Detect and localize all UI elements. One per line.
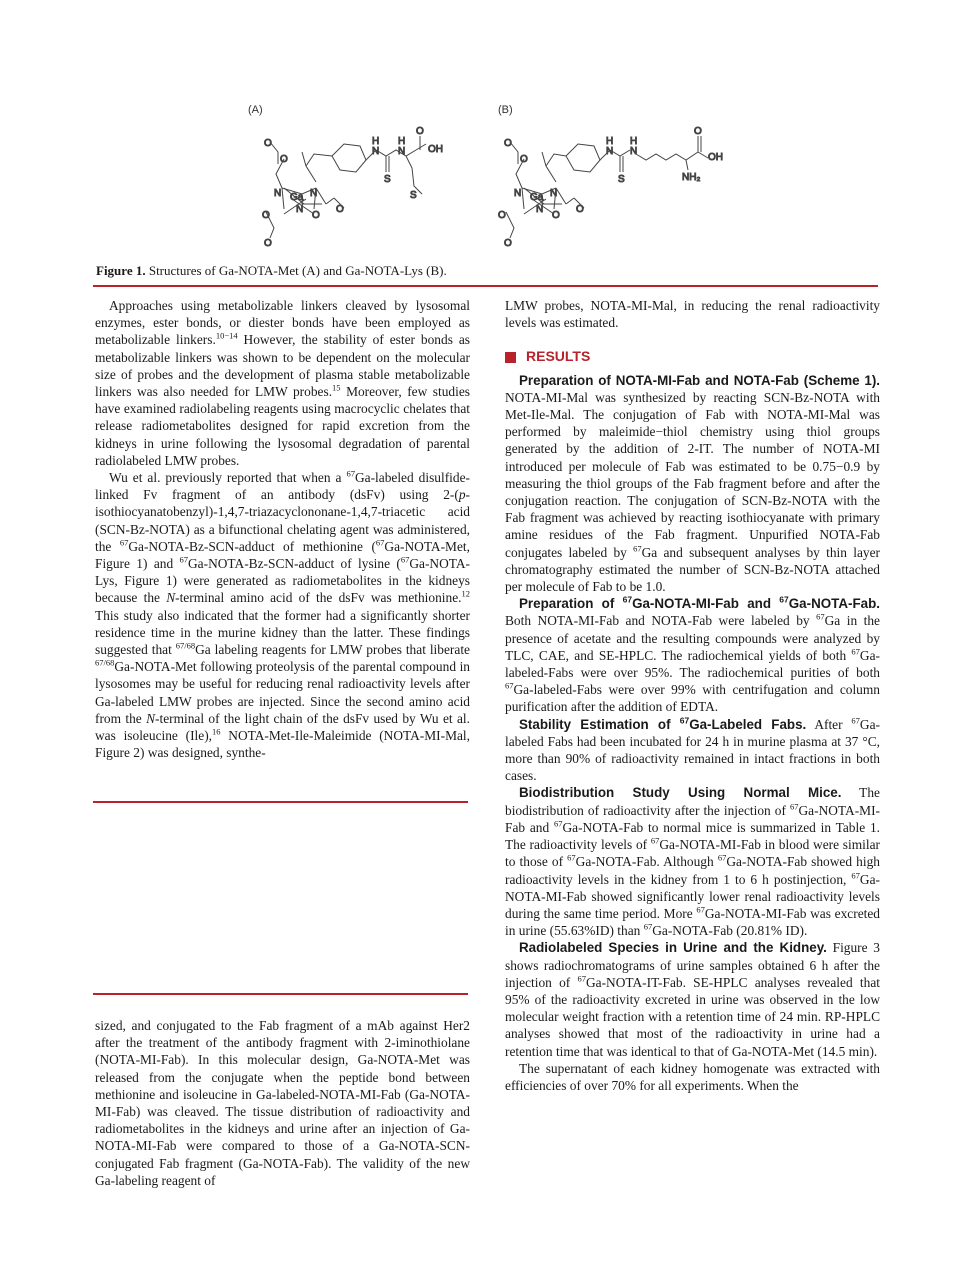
svg-text:N: N [630, 146, 638, 157]
caption-text: Structures of Ga-NOTA-Met (A) and Ga-NOTA-Lys (B). [145, 263, 447, 278]
caption-label: Figure 1. [96, 263, 146, 278]
citation: 10−14 [215, 330, 238, 341]
paragraph: The supernatant of each kidney homogenate was extracted with efficiencies of over 70% for all experiments. When the [505, 1060, 880, 1093]
svg-text:O: O [552, 210, 560, 221]
citation: 12 [461, 588, 471, 599]
paragraph: Preparation of NOTA-MI-Fab and NOTA-Fab (Scheme 1). NOTA-MI-Mal was synthesized by reacting SCN-Bz-NOTA with Met-Ile-Mal. The conjugation of Fab with NOTA-MI-Mal was performed by maleimide−thiol chemistry using thiol groups generated by the addition of 2-IT. The number of NOTA-MI introduced per molecule of Fab was estimated to be 0.75−0.9 by measuring the thiol groups of the Fab fragment before and after the conjugation reaction. The conjugation of SCN-Bz-NOTA with the Fab fragment was achieved by reacting isothiocyanate with primary amine residues of the Fab fragment. Unpurified NOTA-Fab conjugates labeled by $^{67}$Ga and subsequent analyses by thin layer chromatography estimated the number of SCN-Bz-NOTA attached per molecule of Fab to be 1.0. [505, 372, 880, 595]
svg-text:S: S [384, 174, 391, 185]
column-divider-bottom [93, 993, 468, 995]
svg-text:H: H [630, 136, 638, 147]
paragraph: Biodistribution Study Using Normal Mice. The biodistribution of radioactivity after the injection of $^{67}$Ga-NOTA-MI-Fab and $^{67}$Ga-NOTA-Fab to normal mice is summarized in Table 1. The radioactivity levels of $^{67}$Ga-NOTA-MI-Fab in blood were similar to those of $^{67}$Ga-NOTA-Fab. Although $^{67}$Ga-NOTA-Fab showed high radioactivity levels in the kidney from 1 to 6 h postinjection, $^{67}$Ga-NOTA-MI-Fab showed significantly lower renal radioactivity levels during the same time period. More $^{67}$Ga-NOTA-MI-Fab was excreted in urine (55.63%ID) than $^{67}$Ga-NOTA-Fab (20.81% ID). [505, 785, 880, 939]
svg-text:O: O [520, 154, 528, 165]
svg-text:O: O [416, 126, 424, 137]
figure-caption [96, 263, 447, 279]
paragraph: Wu et al. previously reported that when a $^{67}$Ga-labeled disulfide-linked Fv fragment of an antibody (dsFv) using 2-(p-isothiocyanatobenzyl)-1,4,7-triazacyclononane-1,4,7-triacetic acid (SCN-Bz-NOTA) as a bifunctional chelating agent was administered, the $^{67}$Ga-NOTA-Bz-SCN-adduct of methionine ($^{67}$Ga-NOTA-Met, Figure 1) and $^{67}$Ga-NOTA-Bz-SCN-adduct of lysine ($^{67}$Ga-NOTA-Lys, Figure 1) were generated as radiometabolites in the kidneys because the N-terminal amino acid of the dsFv was methionine.$^{12}$ This study also indicated that the former had a significantly shorter residence time in the murine kidney than the latter. These findings suggested that $^{67/68}$Ga labeling reagents for LMW probes that liberate $^{67/68}$Ga-NOTA-Met following proteolysis of the parental compound in lysosomes may be useful for reducing renal radioactivity levels after Ga-labeled LMW probes are injected. Since the second amino acid from the N-terminal of the light chain of the dsFv used by Wu et al. was isoleucine (Ile),$^{16}$ NOTA-Met-Ile-Maleimide (NOTA-MI-Mal, Figure 2) was designed, synthe- [95, 468, 471, 761]
svg-text:S: S [410, 190, 417, 201]
section-square-icon [505, 352, 516, 363]
svg-text:N: N [274, 188, 282, 199]
svg-text:O: O [312, 210, 320, 221]
ga-nota-lys-structure [494, 104, 744, 254]
svg-text:N: N [514, 188, 522, 199]
paragraph: Stability Estimation of $^{67}$Ga-Labeled Fabs. After $^{67}$Ga-labeled Fabs had been incubated for 24 h in murine plasma at 37 °C, more than 90% of radioactivity remained in intact fractions in both cases. [505, 715, 880, 784]
svg-text:S: S [618, 174, 625, 185]
svg-text:O: O [694, 126, 702, 137]
svg-text:O: O [336, 204, 344, 215]
column-divider-top [93, 801, 468, 803]
figure-divider [93, 285, 878, 287]
svg-text:O: O [264, 238, 272, 249]
paragraph: LMW probes, NOTA-MI-Mal, in reducing the renal radioactivity levels was estimated. [505, 298, 880, 331]
svg-text:N: N [536, 204, 544, 215]
svg-text:NH₂: NH₂ [682, 172, 701, 183]
svg-text:N: N [606, 146, 614, 157]
runin-heading: Preparation of NOTA-MI-Fab and NOTA-Fab (Scheme 1). [519, 372, 880, 388]
runin-heading: Stability Estimation of $^{67}$Ga-Labeled Fabs. [519, 715, 807, 732]
svg-text:O: O [576, 204, 584, 215]
left-column-upper [95, 297, 470, 761]
svg-text:H: H [398, 136, 406, 147]
paragraph: sized, and conjugated to the Fab fragment of a mAb against Her2 after the treatment of the antibody fragment with 2-iminothiolane (NOTA-MI-Fab). In this molecular design, Ga-NOTA-Met was released from the conjugate when the peptide bond between methionine and isoleucine in Ga-labeled-NOTA-MI-Fab (Ga-NOTA-MI-Fab) was cleaved. The tissue distribution of radioactivity and radiometabolites in the kidneys and urine after an injection of Ga-NOTA-MI-Fab were compared to those of a Ga-NOTA-SCN-conjugated Fab fragment (Ga-NOTA-Fab). The validity of the new Ga-labeling reagent of [95, 1018, 470, 1188]
citation: 15 [332, 382, 341, 393]
right-column [505, 297, 880, 1094]
svg-text:N: N [310, 188, 318, 199]
runin-heading: Preparation of $^{67}$Ga-NOTA-MI-Fab and $^{67}$Ga-NOTA-Fab. [519, 594, 880, 612]
svg-text:OH: OH [428, 144, 443, 155]
runin-heading: Radiolabeled Species in Urine and the Kidney. [519, 940, 827, 956]
section-heading-results: RESULTS [505, 348, 880, 365]
svg-text:Ga: Ga [530, 192, 544, 203]
svg-text:Ga: Ga [290, 192, 304, 203]
svg-text:H: H [372, 136, 380, 147]
svg-text:O: O [280, 154, 288, 165]
svg-text:H: H [606, 136, 614, 147]
ga-nota-met-structure [244, 104, 484, 254]
figure-1-panel-a [244, 104, 484, 254]
svg-text:N: N [372, 146, 380, 157]
citation: 16 [212, 726, 221, 737]
svg-text:N: N [296, 204, 304, 215]
svg-text:O: O [498, 210, 506, 221]
left-column-lower [95, 1017, 470, 1189]
svg-text:N: N [398, 146, 406, 157]
svg-text:O: O [262, 210, 270, 221]
svg-text:O: O [504, 238, 512, 249]
panel-a-label: (A) [248, 104, 263, 116]
svg-text:O: O [504, 138, 512, 149]
svg-text:OH: OH [708, 152, 723, 163]
figure-1-panel-b [494, 104, 744, 254]
paragraph: Radiolabeled Species in Urine and the Kidney. Figure 3 shows radiochromatograms of urine samples obtained 6 h after the injection of $^{67}$Ga-NOTA-IT-Fab. SE-HPLC analyses revealed that 95% of the radioactivity excreted in urine was observed in the low molecular weight fraction with a retention time of 24 min. RP-HPLC analyses showed that most of the radioactivity in urine had a retention time that was identical to that of Ga-NOTA-Met (14.5 min). [505, 940, 880, 1059]
runin-heading: Biodistribution Study Using Normal Mice. [519, 785, 842, 801]
panel-b-label: (B) [498, 104, 513, 116]
svg-text:O: O [264, 138, 272, 149]
paragraph: Preparation of $^{67}$Ga-NOTA-MI-Fab and $^{67}$Ga-NOTA-Fab. Both NOTA-MI-Fab and NOTA-Fab were labeled by $^{67}$Ga in the presence of acetate and the resulting compounds were analyzed by TLC, CAE, and SE-HPLC. The radiochemical yields of both $^{67}$Ga-labeled-Fabs were over 95%. The radiochemical purities of both $^{67}$Ga-labeled-Fabs were over 99% with centrifugation and column purification after the addition of EDTA. [505, 594, 880, 715]
paragraph: Approaches using metabolizable linkers cleaved by lysosomal enzymes, ester bonds, or diester bonds have been employed as metabolizable linkers.$^{10-14}$ However, the stability of ester bonds as metabolizable linkers was shown to be dependent on the molecular size of probes and the development of plasma stable metabolizable linkers was also needed for LMW probes.$^{15}$ Moreover, few studies have examined radiolabeling reagents using macrocyclic chelates that release radiometabolites designed for rapid excretion from the kidneys in urine following the lysosomal degradation of parental radiolabeled LMW probes. [95, 298, 470, 468]
svg-text:N: N [550, 188, 558, 199]
